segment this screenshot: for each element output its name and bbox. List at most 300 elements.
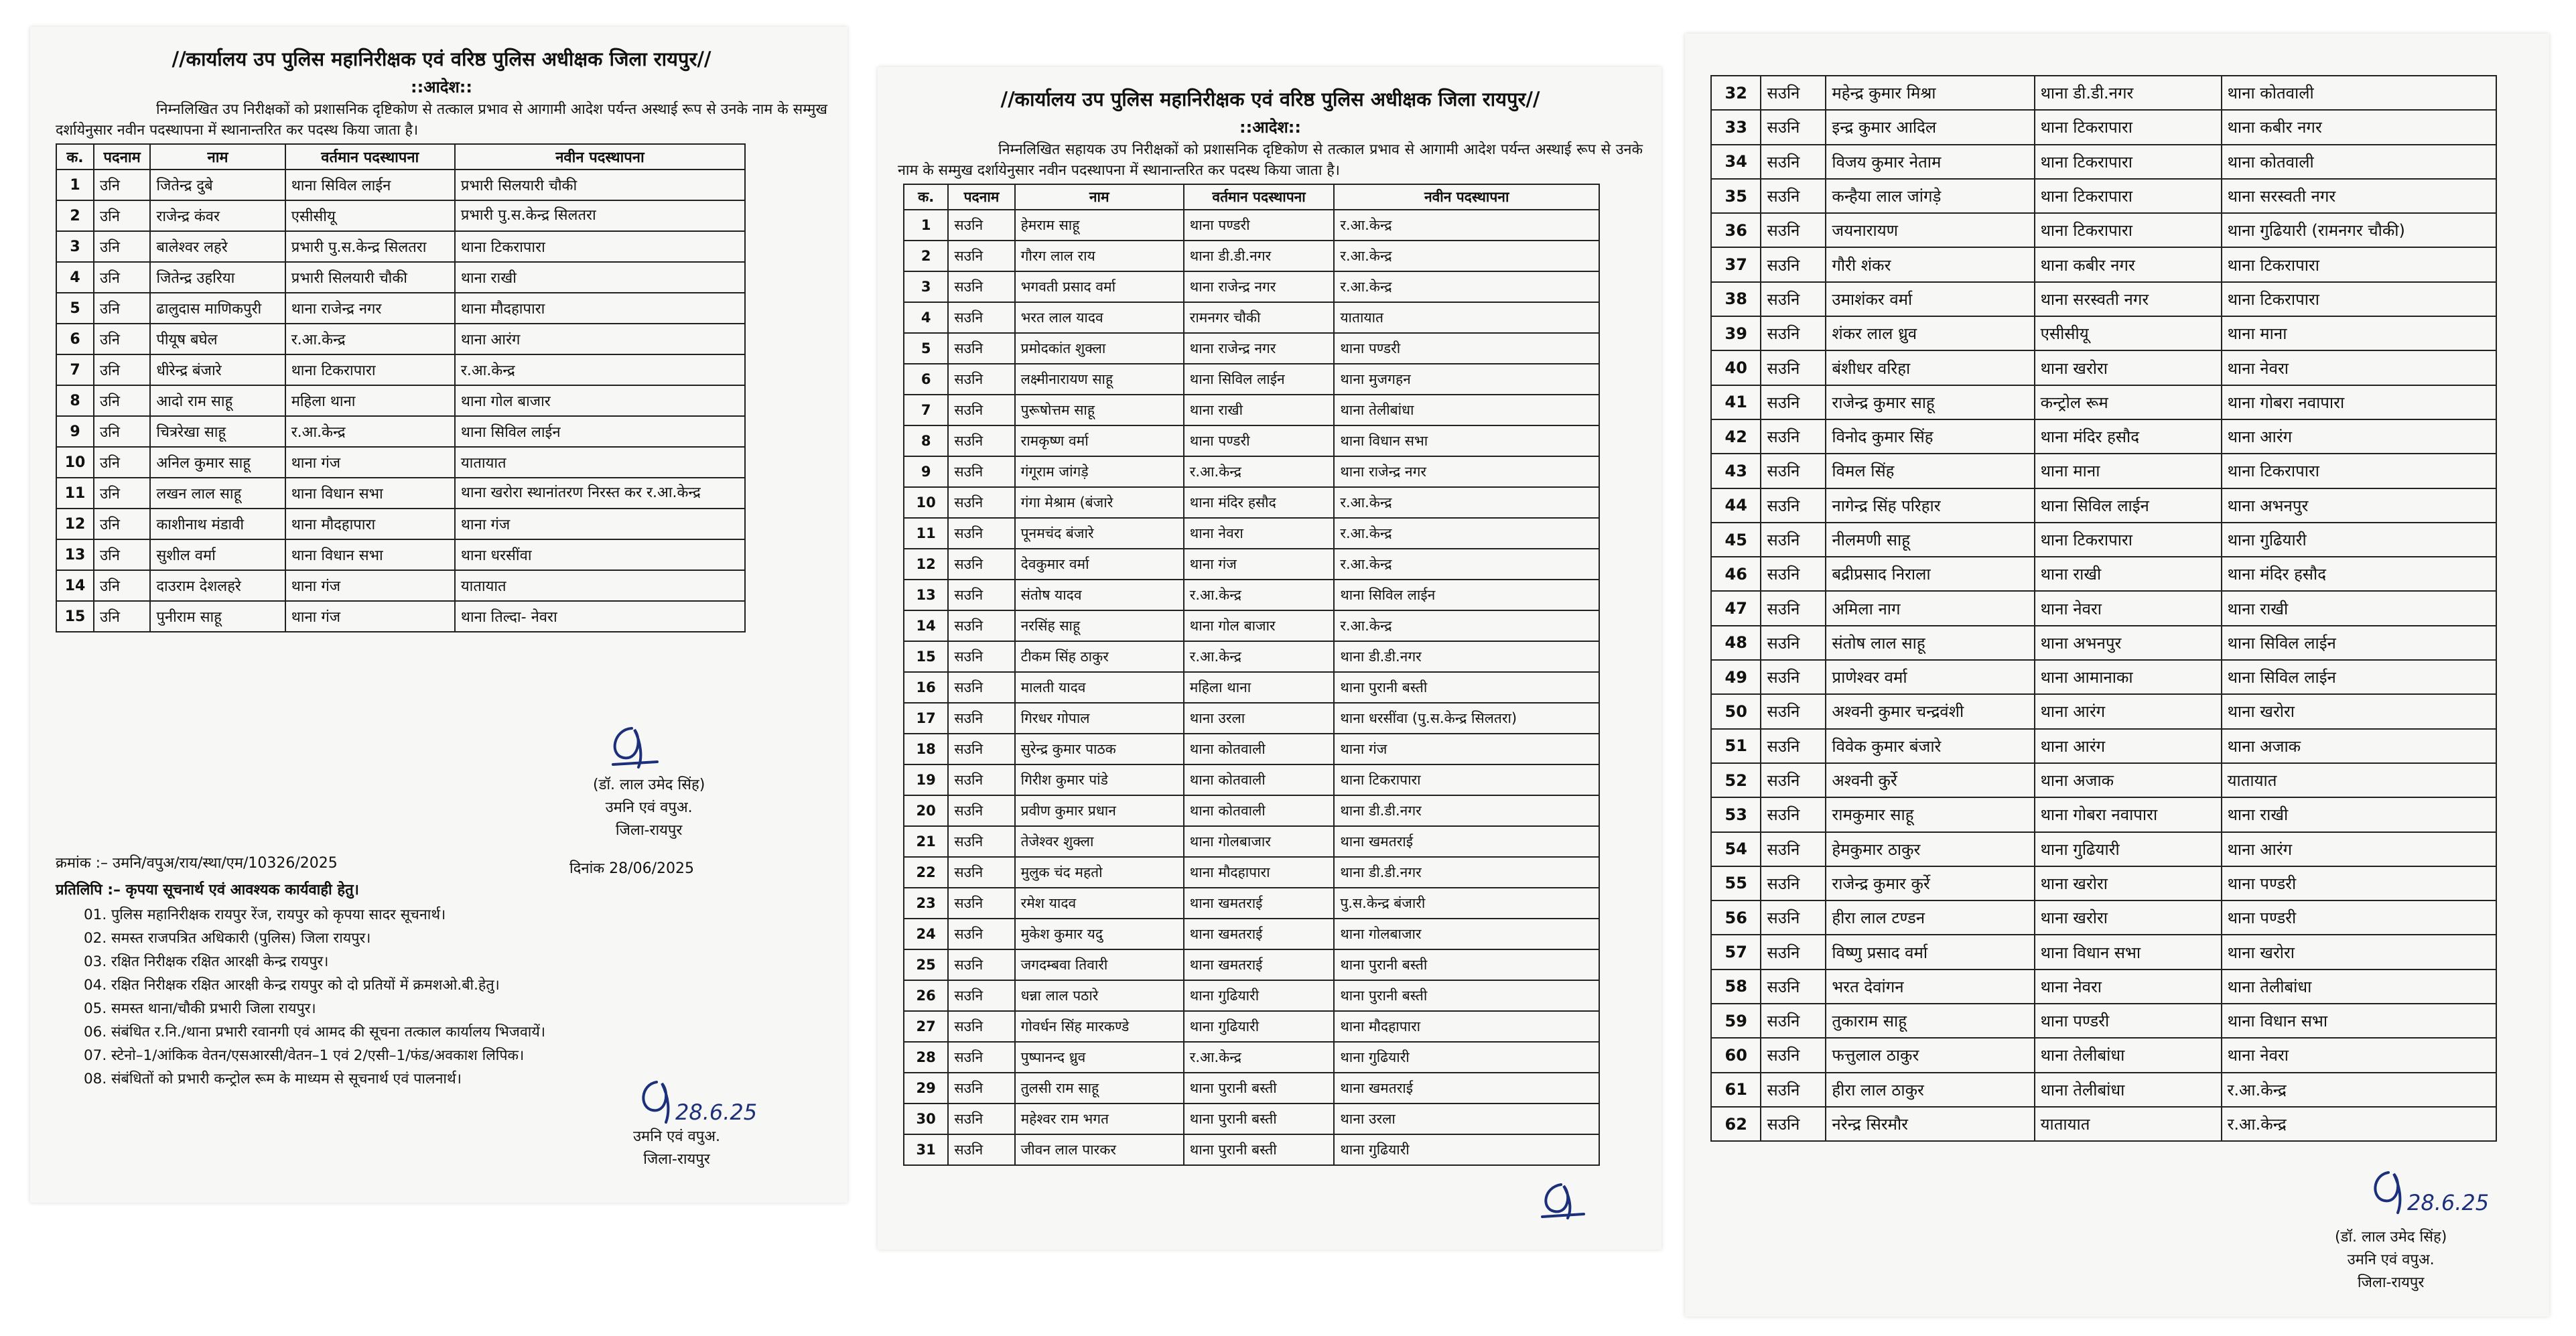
table-row	[904, 364, 1599, 395]
new-posting: थाना माना	[2222, 316, 2496, 350]
serial-number: 27	[904, 1011, 948, 1042]
table-row	[1711, 523, 2496, 557]
signatory-district: जिला-रायपुर	[2357, 1274, 2425, 1291]
table-row	[904, 456, 1599, 487]
officer-name: संतोष यादव	[1015, 580, 1184, 610]
table-row	[904, 888, 1599, 919]
rank: सउनि	[1761, 591, 1826, 625]
serial-number: 48	[1711, 626, 1761, 660]
rank: उनि	[94, 539, 150, 570]
rank: सउनि	[1761, 110, 1826, 144]
table-row	[904, 1104, 1599, 1134]
rank: सउनि	[948, 826, 1014, 857]
column-header: वर्तमान पदस्थापना	[1184, 184, 1335, 210]
officer-name: नरसिंह साहू	[1015, 610, 1184, 641]
table-row	[1711, 694, 2496, 728]
rank: सउनि	[1761, 350, 1826, 385]
serial-number: 44	[1711, 488, 1761, 523]
table-row	[1711, 832, 2496, 866]
current-posting: थाना सिविल लाईन	[2035, 488, 2222, 523]
rank: सउनि	[948, 888, 1014, 919]
table-row	[1711, 316, 2496, 350]
table-row	[56, 170, 745, 200]
serial-number: 6	[904, 364, 948, 395]
rank: सउनि	[948, 549, 1014, 580]
current-posting: थाना गुढियारी	[1184, 980, 1335, 1011]
officer-name: जितेन्द्र उहरिया	[150, 262, 285, 293]
current-posting: थाना राजेन्द्र नगर	[285, 293, 455, 324]
table-row	[1711, 1107, 2496, 1141]
serial-number: 24	[904, 919, 948, 949]
new-posting: थाना टिकरापारा	[455, 231, 745, 262]
new-posting: थाना पण्डरी	[2222, 866, 2496, 900]
table-row	[56, 293, 745, 324]
list-item: 04. रक्षित निरीक्षक रक्षित आरक्षी केन्द्र रायपुर को दो प्रतियों में क्रमशओ.बी.हेतु।	[84, 977, 500, 994]
current-posting: थाना खरोरा	[2035, 350, 2222, 385]
serial-number: 9	[56, 416, 94, 447]
serial-number: 30	[904, 1104, 948, 1134]
serial-number: 7	[904, 395, 948, 425]
officer-name: अश्वनी कुमार चन्द्रवंशी	[1826, 694, 2034, 728]
table-header-row	[904, 184, 1599, 210]
new-posting: थाना सिविल लाईन	[2222, 660, 2496, 694]
new-posting: थाना टिकरापारा	[2222, 282, 2496, 316]
new-posting: र.आ.केन्द्र	[1334, 241, 1599, 271]
officer-name: गंगा मेश्राम (बंजारे	[1015, 487, 1184, 518]
rank: सउनि	[1761, 900, 1826, 935]
column-header: नवीन पदस्थापना	[1334, 184, 1599, 210]
table-row	[904, 857, 1599, 888]
serial-number: 45	[1711, 523, 1761, 557]
new-posting: थाना तेलीबांधा	[1334, 395, 1599, 425]
current-posting: थाना अभनपुर	[2035, 626, 2222, 660]
table-row	[1711, 385, 2496, 419]
current-posting: थाना मौदहापारा	[285, 509, 455, 539]
rank: सउनि	[948, 672, 1014, 703]
new-posting: थाना मौदहापारा	[1334, 1011, 1599, 1042]
serial-number: 2	[904, 241, 948, 271]
rank: सउनि	[1761, 626, 1826, 660]
copy-to-title: प्रतिलिपि :– कृपया सूचनार्थ एवं आवश्यक कार्यवाही हेतु।	[56, 882, 359, 898]
table-row	[904, 333, 1599, 364]
table-row	[904, 271, 1599, 302]
serial-number: 14	[904, 610, 948, 641]
serial-number: 21	[904, 826, 948, 857]
officer-name: रामकुमार साहू	[1826, 797, 2034, 831]
new-posting: थाना टिकरापारा	[2222, 247, 2496, 281]
table-row	[56, 354, 745, 385]
officer-name: विष्णु प्रसाद वर्मा	[1826, 935, 2034, 969]
rank: सउनि	[1761, 1073, 1826, 1107]
rank: सउनि	[1761, 935, 1826, 969]
serial-number: 18	[904, 734, 948, 764]
new-posting: थाना नेवरा	[2222, 350, 2496, 385]
rank: सउनि	[948, 456, 1014, 487]
column-header: नाम	[150, 144, 285, 170]
list-item: 06. संबंधित र.नि./थाना प्रभारी रवानगी एवं आमद की सूचना तत्काल कार्यालय भिजवायें।	[84, 1024, 545, 1041]
officer-name: मुकेश कुमार यदु	[1015, 919, 1184, 949]
officer-name: महेन्द्र कुमार मिश्रा	[1826, 76, 2034, 110]
officer-name: जयनारायण	[1826, 213, 2034, 247]
new-posting: थाना खरोरा	[2222, 935, 2496, 969]
signature-date: 28.6.25	[675, 1099, 757, 1125]
new-posting: यातायात	[2222, 763, 2496, 797]
officer-name: विवेक कुमार बंजारे	[1826, 729, 2034, 763]
officer-name: नागेन्द्र सिंह परिहार	[1826, 488, 2034, 523]
order-page-1	[30, 27, 848, 1203]
table-row	[904, 703, 1599, 734]
table-row	[904, 919, 1599, 949]
officer-name: बालेश्वर लहरे	[150, 231, 285, 262]
new-posting: थाना डी.डी.नगर	[1334, 641, 1599, 672]
new-posting: थाना डी.डी.नगर	[1334, 795, 1599, 826]
officer-name: राजेन्द्र कंवर	[150, 200, 285, 231]
officer-name: इन्द्र कुमार आदिल	[1826, 110, 2034, 144]
serial-number: 1	[56, 170, 94, 200]
new-posting: र.आ.केन्द्र	[1334, 210, 1599, 241]
order-page-2	[878, 67, 1662, 1250]
new-posting: थाना मुजगहन	[1334, 364, 1599, 395]
serial-number: 33	[1711, 110, 1761, 144]
rank: सउनि	[1761, 660, 1826, 694]
rank: सउनि	[948, 487, 1014, 518]
rank: उनि	[94, 231, 150, 262]
officer-name: दाउराम देशलहरे	[150, 570, 285, 601]
current-posting: थाना पण्डरी	[2035, 1004, 2222, 1038]
new-posting: थाना उरला	[1334, 1104, 1599, 1134]
officer-name: ढालुदास माणिकपुरी	[150, 293, 285, 324]
new-posting: थाना गंज	[455, 509, 745, 539]
current-posting: प्रभारी सिलयारी चौकी	[285, 262, 455, 293]
current-posting: थाना नेवरा	[1184, 518, 1335, 549]
new-posting: र.आ.केन्द्र	[455, 354, 745, 385]
table-row	[1711, 660, 2496, 694]
footer-district: जिला-रायपुर	[643, 1151, 710, 1168]
current-posting: थाना पण्डरी	[1184, 210, 1335, 241]
officer-name: नरेन्द्र सिरमौर	[1826, 1107, 2034, 1141]
current-posting: थाना पुरानी बस्ती	[1184, 1134, 1335, 1165]
rank: सउनि	[1761, 419, 1826, 454]
rank: सउनि	[948, 425, 1014, 456]
new-posting: थाना टिकरापारा	[1334, 764, 1599, 795]
current-posting: थाना मौदहापारा	[1184, 857, 1335, 888]
signatory-block	[593, 774, 705, 842]
table-row	[1711, 935, 2496, 969]
current-posting: थाना माना	[2035, 454, 2222, 488]
serial-number: 5	[904, 333, 948, 364]
table-row	[904, 1011, 1599, 1042]
serial-number: 39	[1711, 316, 1761, 350]
new-posting: थाना राखी	[2222, 591, 2496, 625]
new-posting: र.आ.केन्द्र	[2222, 1073, 2496, 1107]
serial-number: 11	[904, 518, 948, 549]
officer-name: तेजेश्वर शुक्ला	[1015, 826, 1184, 857]
table-row	[904, 241, 1599, 271]
column-header: नवीन पदस्थापना	[455, 144, 745, 170]
serial-number: 14	[56, 570, 94, 601]
serial-number: 42	[1711, 419, 1761, 454]
rank: सउनि	[948, 580, 1014, 610]
serial-number: 58	[1711, 970, 1761, 1004]
officer-name: महेश्वर राम भगत	[1015, 1104, 1184, 1134]
officer-name: धीरेन्द्र बंजारे	[150, 354, 285, 385]
signature-mark	[1534, 1179, 1588, 1226]
new-posting: थाना धरसींवा (पु.स.केन्द्र सिलतरा)	[1334, 703, 1599, 734]
officer-name: टीकम सिंह ठाकुर	[1015, 641, 1184, 672]
table-row	[1711, 866, 2496, 900]
current-posting: एसीसीयू	[285, 200, 455, 231]
table-row	[904, 734, 1599, 764]
table-row	[56, 539, 745, 570]
officer-name: लखन लाल साहू	[150, 478, 285, 509]
office-header: //कार्यालय उप पुलिस महानिरीक्षक एवं वरिष्ठ पुलिस अधीक्षक जिला रायपुर//	[1000, 88, 1540, 111]
table-row	[904, 549, 1599, 580]
serial-number: 8	[904, 425, 948, 456]
officer-name: राजेन्द्र कुमार साहू	[1826, 385, 2034, 419]
current-posting: थाना पण्डरी	[1184, 425, 1335, 456]
serial-number: 35	[1711, 179, 1761, 213]
current-posting: थाना कोतवाली	[1184, 795, 1335, 826]
current-posting: थाना गंज	[285, 601, 455, 632]
table-row	[56, 385, 745, 416]
serial-number: 62	[1711, 1107, 1761, 1141]
new-posting: थाना राजेन्द्र नगर	[1334, 456, 1599, 487]
serial-number: 53	[1711, 797, 1761, 831]
new-posting: थाना नेवरा	[2222, 1038, 2496, 1072]
serial-number: 4	[904, 302, 948, 333]
current-posting: महिला थाना	[1184, 672, 1335, 703]
table-row	[904, 826, 1599, 857]
signatory-designation: उमनि एवं वपुअ.	[605, 799, 693, 816]
table-row	[1711, 145, 2496, 179]
rank: उनि	[94, 509, 150, 539]
new-posting: यातायात	[1334, 302, 1599, 333]
current-posting: थाना खमतराई	[1184, 949, 1335, 980]
officer-name: अश्वनी कुर्रे	[1826, 763, 2034, 797]
serial-number: 15	[904, 641, 948, 672]
order-heading: ::आदेश::	[1239, 118, 1301, 137]
office-header: //कार्यालय उप पुलिस महानिरीक्षक एवं वरिष्ठ पुलिस अधीक्षक जिला रायपुर//	[172, 48, 711, 70]
current-posting: थाना मंदिर हसौद	[1184, 487, 1335, 518]
current-posting: थाना विधान सभा	[285, 539, 455, 570]
officer-name: गिरीश कुमार पांडे	[1015, 764, 1184, 795]
rank: सउनि	[948, 949, 1014, 980]
serial-number: 54	[1711, 832, 1761, 866]
current-posting: थाना टिकरापारा	[2035, 145, 2222, 179]
officer-name: जीवन लाल पारकर	[1015, 1134, 1184, 1165]
table-row	[1711, 110, 2496, 144]
officer-name: सुशील वर्मा	[150, 539, 285, 570]
rank: सउनि	[1761, 316, 1826, 350]
current-posting: र.आ.केन्द्र	[285, 416, 455, 447]
current-posting: र.आ.केन्द्र	[1184, 456, 1335, 487]
officer-name: देवकुमार वर्मा	[1015, 549, 1184, 580]
officer-name: भरत देवांगन	[1826, 970, 2034, 1004]
table-row	[1711, 76, 2496, 110]
current-posting: र.आ.केन्द्र	[1184, 580, 1335, 610]
current-posting: थाना पुरानी बस्ती	[1184, 1073, 1335, 1104]
serial-number: 22	[904, 857, 948, 888]
current-posting: थाना राजेन्द्र नगर	[1184, 333, 1335, 364]
rank: सउनि	[1761, 1107, 1826, 1141]
current-posting: थाना सिविल लाईन	[285, 170, 455, 200]
serial-number: 29	[904, 1073, 948, 1104]
serial-number: 43	[1711, 454, 1761, 488]
table-row	[904, 795, 1599, 826]
officer-name: मालती यादव	[1015, 672, 1184, 703]
table-row	[904, 425, 1599, 456]
table-row	[904, 1042, 1599, 1073]
rank: सउनि	[948, 857, 1014, 888]
officer-name: लक्ष्मीनारायण साहू	[1015, 364, 1184, 395]
officer-name: राजेन्द्र कुमार कुर्रे	[1826, 866, 2034, 900]
current-posting: थाना कोतवाली	[1184, 764, 1335, 795]
new-posting: थाना गोल बाजार	[455, 385, 745, 416]
officer-name: धन्ना लाल पठारे	[1015, 980, 1184, 1011]
new-posting: प्रभारी सिलयारी चौकी	[455, 170, 745, 200]
rank: सउनि	[948, 1104, 1014, 1134]
current-posting: थाना टिकरापारा	[2035, 213, 2222, 247]
new-posting: पु.स.केन्द्र बंजारी	[1334, 888, 1599, 919]
current-posting: थाना उरला	[1184, 703, 1335, 734]
rank: सउनि	[948, 333, 1014, 364]
officer-name: गंगूराम जांगड़े	[1015, 456, 1184, 487]
current-posting: थाना तेलीबांधा	[2035, 1038, 2222, 1072]
rank: सउनि	[948, 1134, 1014, 1165]
column-header: पदनाम	[94, 144, 150, 170]
rank: सउनि	[1761, 282, 1826, 316]
table-row	[1711, 763, 2496, 797]
new-posting: र.आ.केन्द्र	[1334, 271, 1599, 302]
current-posting: थाना मंदिर हसौद	[2035, 419, 2222, 454]
current-posting: र.आ.केन्द्र	[1184, 1042, 1335, 1073]
current-posting: कन्ट्रोल रूम	[2035, 385, 2222, 419]
rank: सउनि	[948, 734, 1014, 764]
signature-mark-dated	[2368, 1166, 2489, 1226]
current-posting: यातायात	[2035, 1107, 2222, 1141]
order-date: दिनांक 28/06/2025	[569, 860, 694, 877]
serial-number: 13	[56, 539, 94, 570]
officer-name: पुरूषोत्तम साहू	[1015, 395, 1184, 425]
new-posting: थाना गुढियारी	[1334, 1134, 1599, 1165]
signature-mark	[600, 720, 660, 774]
new-posting: थाना टिकरापारा	[2222, 454, 2496, 488]
serial-number: 50	[1711, 694, 1761, 728]
serial-number: 6	[56, 324, 94, 354]
rank: सउनि	[948, 395, 1014, 425]
rank: सउनि	[948, 210, 1014, 241]
table-row	[1711, 488, 2496, 523]
serial-number: 34	[1711, 145, 1761, 179]
serial-number: 12	[904, 549, 948, 580]
officer-name: तुकाराम साहू	[1826, 1004, 2034, 1038]
column-header: पदनाम	[948, 184, 1014, 210]
officer-name: पुष्पानन्द ध्रुव	[1015, 1042, 1184, 1073]
officer-name: शंकर लाल ध्रुव	[1826, 316, 2034, 350]
list-item: 01. पुलिस महानिरीक्षक रायपुर रेंज, रायपुर को कृपया सादर सूचनार्थ।	[84, 907, 446, 923]
new-posting: र.आ.केन्द्र	[1334, 610, 1599, 641]
rank: सउनि	[1761, 866, 1826, 900]
table-row	[904, 302, 1599, 333]
new-posting: थाना मंदिर हसौद	[2222, 557, 2496, 591]
serial-number: 20	[904, 795, 948, 826]
footer-designation: उमनि एवं वपुअ.	[633, 1128, 721, 1145]
rank: सउनि	[948, 641, 1014, 672]
new-posting: थाना पण्डरी	[1334, 333, 1599, 364]
current-posting: थाना सरस्वती नगर	[2035, 282, 2222, 316]
officer-name: प्रमोदकांत शुक्ला	[1015, 333, 1184, 364]
column-header: वर्तमान पदस्थापना	[285, 144, 455, 170]
current-posting: थाना नेवरा	[2035, 970, 2222, 1004]
serial-number: 11	[56, 478, 94, 509]
rank: सउनि	[948, 919, 1014, 949]
officer-name: नीलमणी साहू	[1826, 523, 2034, 557]
current-posting: थाना अजाक	[2035, 763, 2222, 797]
officer-name: रमेश यादव	[1015, 888, 1184, 919]
table-row	[904, 1134, 1599, 1165]
table-row	[56, 231, 745, 262]
serial-number: 23	[904, 888, 948, 919]
current-posting: महिला थाना	[285, 385, 455, 416]
serial-number: 12	[56, 509, 94, 539]
officer-name: पीयूष बघेल	[150, 324, 285, 354]
new-posting: थाना अजाक	[2222, 729, 2496, 763]
table-row	[1711, 454, 2496, 488]
table-row	[904, 487, 1599, 518]
table-row	[56, 262, 745, 293]
rank: सउनि	[1761, 385, 1826, 419]
new-posting: थाना अभनपुर	[2222, 488, 2496, 523]
serial-number: 28	[904, 1042, 948, 1073]
officer-name: आदो राम साहू	[150, 385, 285, 416]
table-row	[1711, 350, 2496, 385]
serial-number: 61	[1711, 1073, 1761, 1107]
table-row	[904, 949, 1599, 980]
serial-number: 55	[1711, 866, 1761, 900]
current-posting: थाना टिकरापारा	[285, 354, 455, 385]
current-posting: थाना तेलीबांधा	[2035, 1073, 2222, 1107]
new-posting: र.आ.केन्द्र	[1334, 549, 1599, 580]
new-posting: थाना आरंग	[2222, 832, 2496, 866]
new-posting: थाना सिविल लाईन	[455, 416, 745, 447]
new-posting: थाना कोतवाली	[2222, 76, 2496, 110]
serial-number: 49	[1711, 660, 1761, 694]
current-posting: थाना गुढियारी	[1184, 1011, 1335, 1042]
rank: उनि	[94, 570, 150, 601]
serial-number: 2	[56, 200, 94, 231]
new-posting: थाना गंज	[1334, 734, 1599, 764]
new-posting: थाना खमतराई	[1334, 1073, 1599, 1104]
rank: सउनि	[1761, 729, 1826, 763]
current-posting: थाना राखी	[1184, 395, 1335, 425]
new-posting: प्रभारी पु.स.केन्द्र सिलतरा	[455, 200, 745, 231]
table-row	[1711, 1073, 2496, 1107]
new-posting: थाना आरंग	[455, 324, 745, 354]
table-row	[56, 478, 745, 509]
current-posting: थाना पुरानी बस्ती	[1184, 1104, 1335, 1134]
serial-number: 38	[1711, 282, 1761, 316]
table-row	[56, 447, 745, 478]
serial-number: 1	[904, 210, 948, 241]
current-posting: थाना टिकरापारा	[2035, 523, 2222, 557]
table-row	[1711, 729, 2496, 763]
rank: सउनि	[1761, 523, 1826, 557]
table-row	[1711, 419, 2496, 454]
current-posting: थाना कोतवाली	[1184, 734, 1335, 764]
officer-name: हेमराम साहू	[1015, 210, 1184, 241]
rank: उनि	[94, 478, 150, 509]
rank: उनि	[94, 262, 150, 293]
